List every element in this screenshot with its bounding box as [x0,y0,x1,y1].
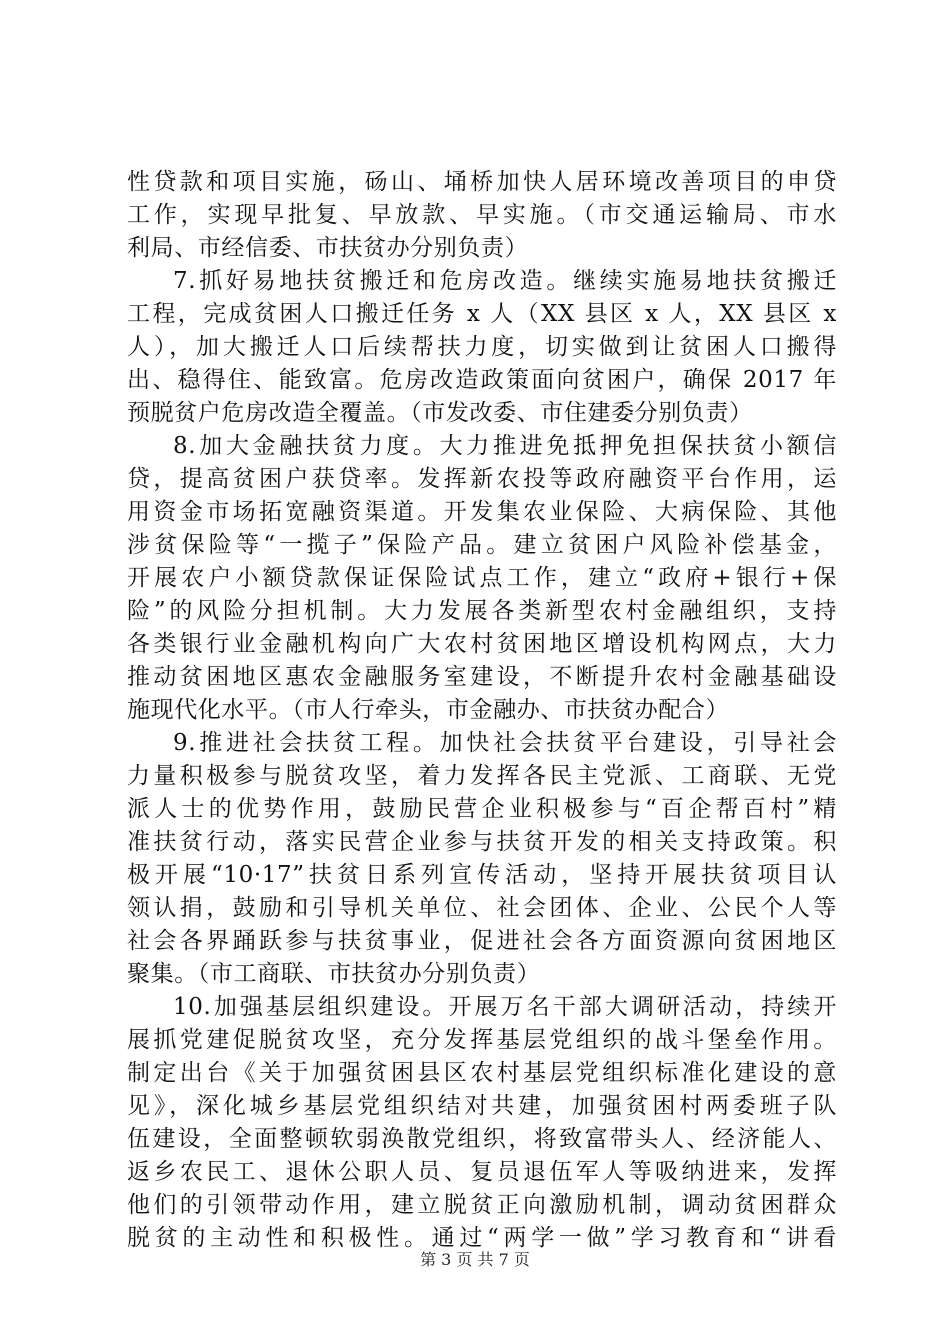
text-line: 各类银行业金融机构向广大农村贫困地区增设机构网点，大力 [127,631,837,657]
text-line: 伍建设，全面整顿软弱涣散党组织，将致富带头人、经济能人、 [127,1126,837,1152]
paragraph-heading-line: 8.加大金融扶贫力度。大力推进免抵押免担保扶贫小额信 [173,433,837,459]
text-line: 制定出台《关于加强贫困县区农村基层党组织标准化建设的意 [127,1060,837,1086]
paragraph-heading-line: 10.加强基层组织建设。开展万名干部大调研活动，持续开 [173,994,837,1020]
text-line: 返乡农民工、退休公职人员、复员退伍军人等吸纳进来，发挥 [127,1159,837,1185]
text-line: 施现代化水平。（市人行牵头，市金融办、市扶贫办配合） [127,697,730,723]
text-line: 脱贫的主动性和积极性。通过“两学一做”学习教育和“讲看 [127,1225,837,1251]
page-number-footer: 第 3 页 共 7 页 [420,1250,530,1269]
text-line: 险”的风险分担机制。大力发展各类新型农村金融组织，支持 [127,598,837,624]
text-line: 预脱贫户危房改造全覆盖。（市发改委、市住建委分别负责） [127,400,753,426]
text-line: 领认捐，鼓励和引导机关单位、社会团体、企业、公民个人等 [127,895,837,921]
text-line: 推动贫困地区惠农金融服务室建设，不断提升农村金融基础设 [127,664,837,690]
text-line: 利局、市经信委、市扶贫办分别负责） [127,235,529,261]
body-text [127,166,837,1255]
text-line: 性贷款和项目实施，砀山、埇桥加快人居环境改善项目的申贷 [127,169,837,195]
text-line: 准扶贫行动，落实民营企业参与扶贫开发的相关支持政策。积 [127,829,837,855]
text-line: 社会各界踊跃参与扶贫事业，促进社会各方面资源向贫困地区 [127,928,837,954]
text-line: 展抓党建促脱贫攻坚，充分发挥基层党组织的战斗堡垒作用。 [127,1027,837,1053]
text-line: 工作，实现早批复、早放款、早实施。（市交通运输局、市水 [127,202,837,228]
text-line: 开展农户小额贷款保证保险试点工作，建立“政府+银行+保 [127,565,837,591]
paragraph-heading-line: 9.推进社会扶贫工程。加快社会扶贫平台建设，引导社会 [173,730,837,756]
text-line: 他们的引领带动作用，建立脱贫正向激励机制，调动贫困群众 [127,1192,837,1218]
text-line: 工程，完成贫困人口搬迁任务 x 人（XX 县区 x 人，XX 县区 x [127,301,837,327]
text-line: 派人士的优势作用，鼓励民营企业积极参与“百企帮百村”精 [127,796,837,822]
text-line: 贷，提高贫困户获贷率。发挥新农投等政府融资平台作用，运 [127,466,837,492]
paragraph-heading-line: 7.抓好易地扶贫搬迁和危房改造。继续实施易地扶贫搬迁 [173,268,837,294]
text-line: 出、稳得住、能致富。危房改造政策面向贫困户，确保 2017 年 [127,367,837,393]
text-line: 用资金市场拓宽融资渠道。开发集农业保险、大病保险、其他 [127,499,837,525]
text-line: 涉贫保险等“一揽子”保险产品。建立贫困户风险补偿基金， [127,532,837,558]
text-line: 极开展“10·17”扶贫日系列宣传活动，坚持开展扶贫项目认 [127,862,837,888]
text-line: 人），加大搬迁人口后续帮扶力度，切实做到让贫困人口搬得 [127,334,837,360]
text-line: 聚集。（市工商联、市扶贫办分别负责） [127,961,541,987]
text-line: 力量积极参与脱贫攻坚，着力发挥各民主党派、工商联、无党 [127,763,837,789]
text-line: 见》，深化城乡基层党组织结对共建，加强贫困村两委班子队 [127,1093,837,1119]
